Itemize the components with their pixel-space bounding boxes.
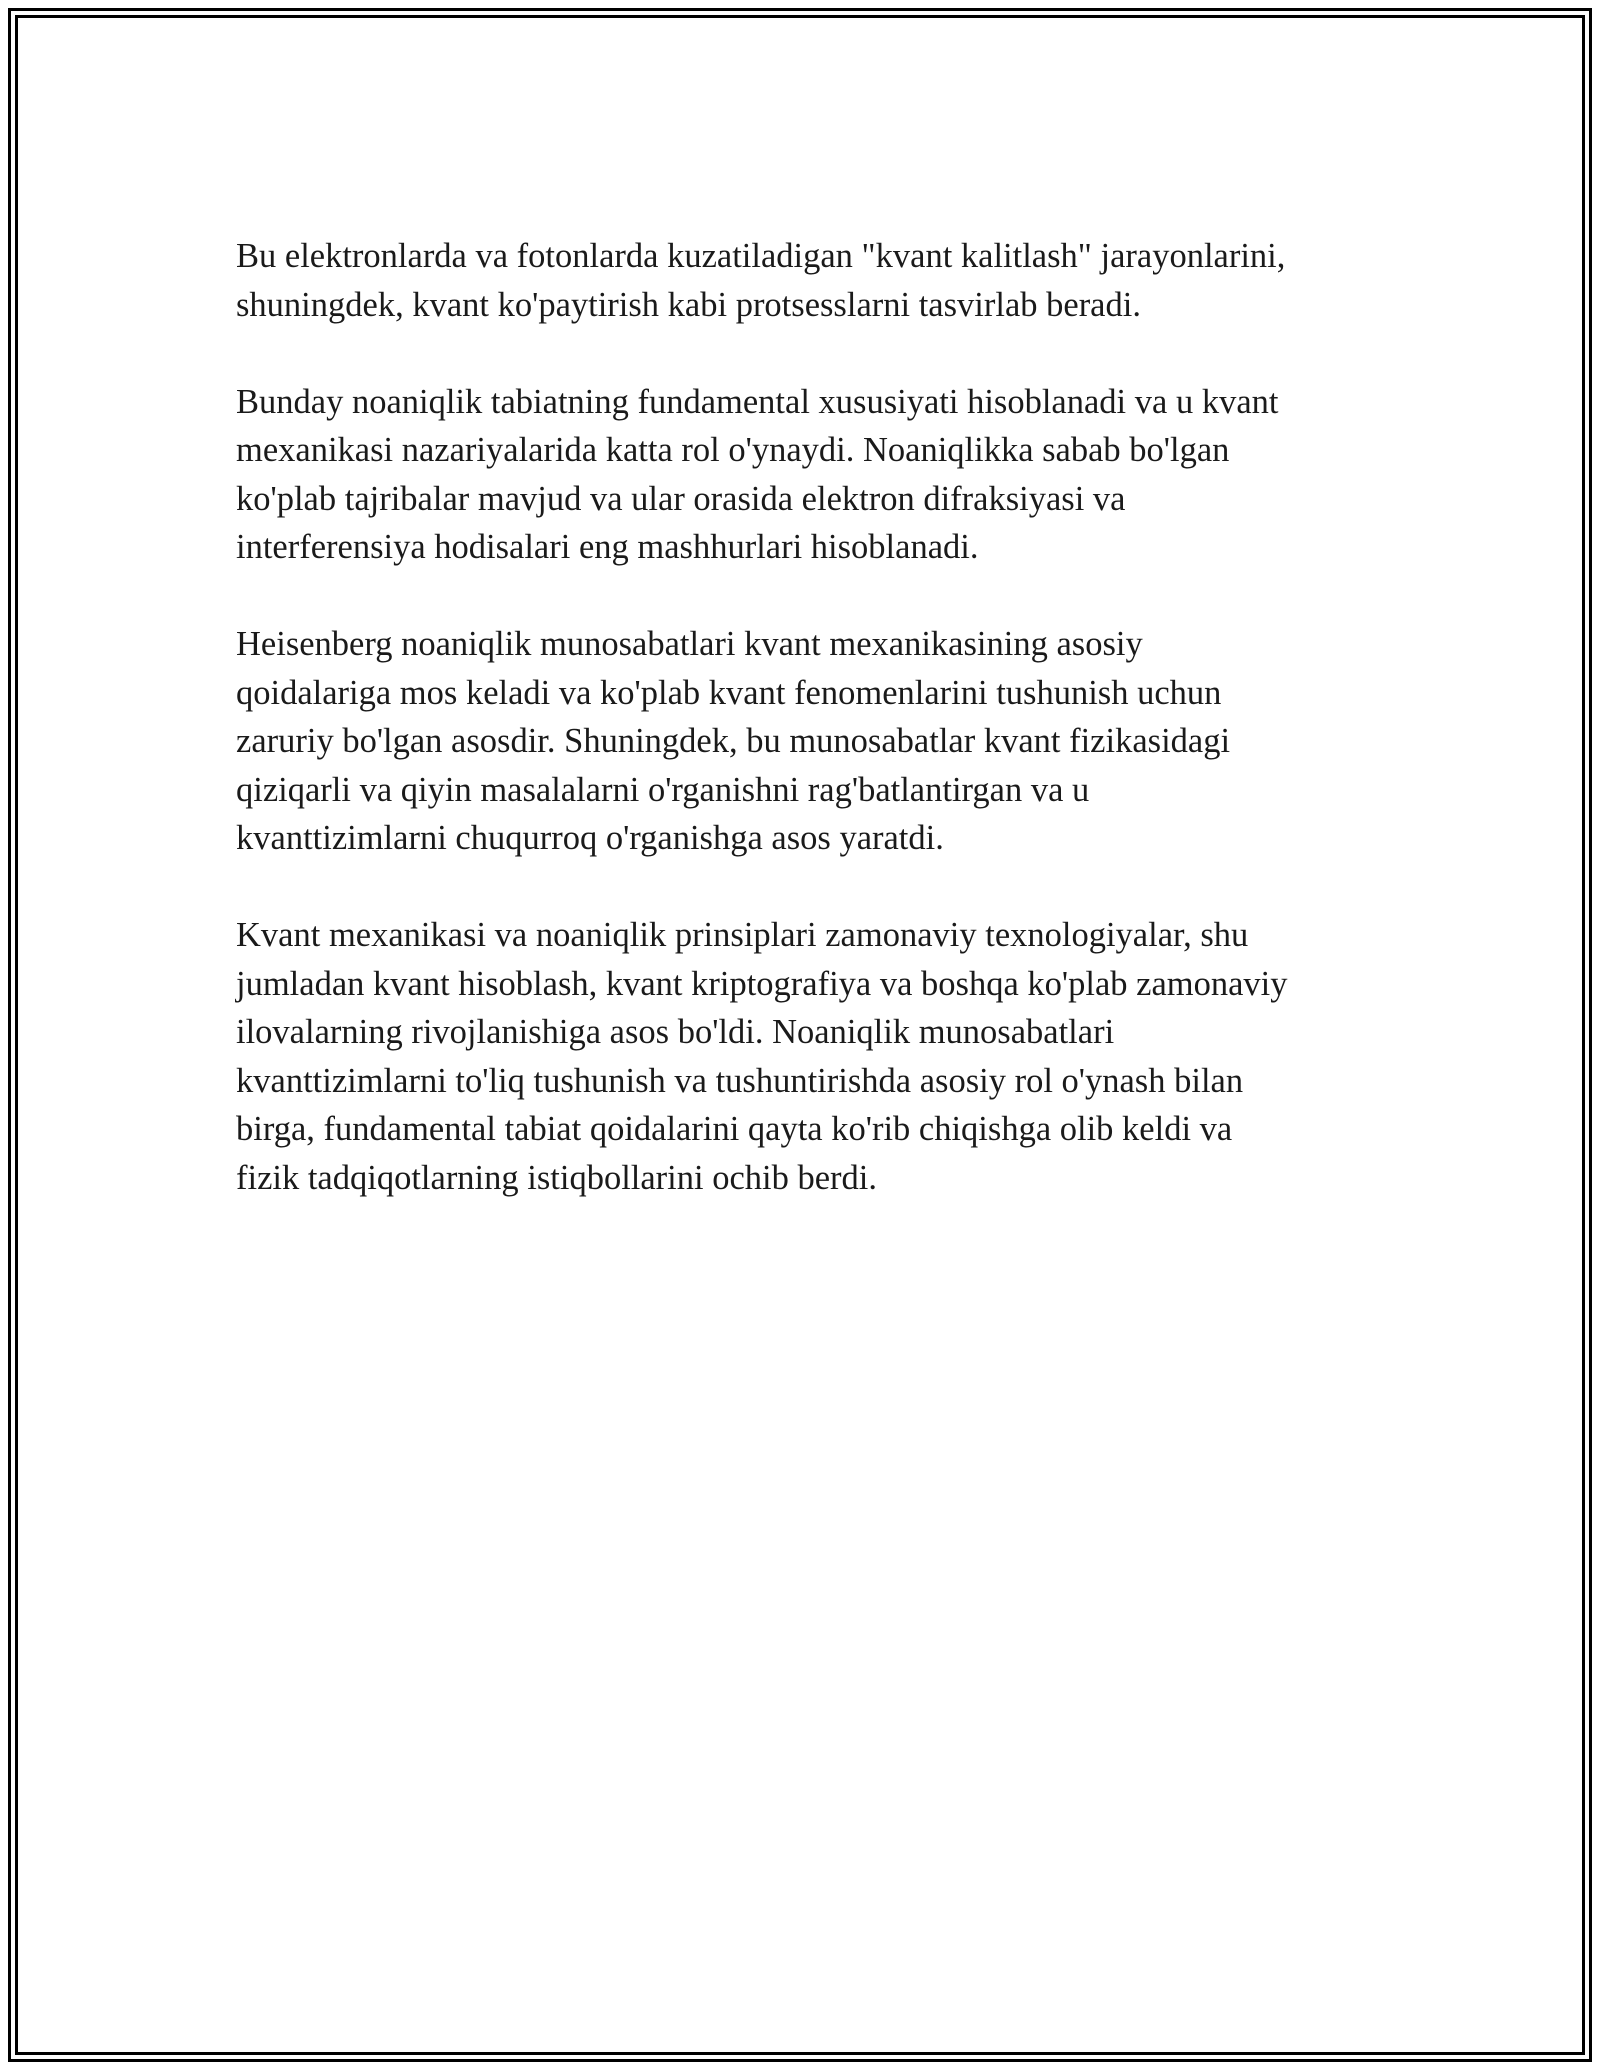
paragraph-3: Heisenberg noaniqlik munosabatlari kvant mexanikasining asosiy qoidalariga mos keladi va ko'plab kvant fenomenlarini tushunish uchun zaruriy bo'lgan asosdir. Shuningdek, bu munosabatlar kvant fizikasidagi qiziqarli va qiyin masalalarni o'rganishni rag'batlantirgan va u kvanttizimlarni chuqurroq o'rganishga asos yaratdi. <box>236 625 1231 857</box>
paragraph-1: Bu elektronlarda va fotonlarda kuzatiladigan "kvant kalitlash" jarayonlarini, shuningdek, kvant ko'paytirish kabi protsesslarni tasvirlab beradi. <box>236 237 1286 324</box>
paragraph-2: Bunday noaniqlik tabiatning fundamental xususiyati hisoblanadi va u kvant mexanikasi nazariyalarida katta rol o'ynaydi. Noaniqlikka sabab bo'lgan ko'plab tajribalar mavjud va ular orasida elektron difraksiyasi va interferensiya hodisalari eng mashhurlari hisoblanadi. <box>236 382 1279 566</box>
document-body <box>236 232 1386 1251</box>
paragraph-4: Kvant mexanikasi va noaniqlik prinsiplari zamonaviy texnologiyalar, shu jumladan kvant hisoblash, kvant kriptografiya va boshqa ko'plab zamonaviy ilovalarning rivojlanishiga asos bo'ldi. Noaniqlik munosabatlari kvanttizimlarni to'liq tushunish va tushuntirishda asosiy rol o'ynash bilan birga, fundamental tabiat qoidalarini qayta ko'rib chiqishga olib keldi va fizik tadqiqotlarning istiqbollarini ochib berdi. <box>236 916 1288 1197</box>
